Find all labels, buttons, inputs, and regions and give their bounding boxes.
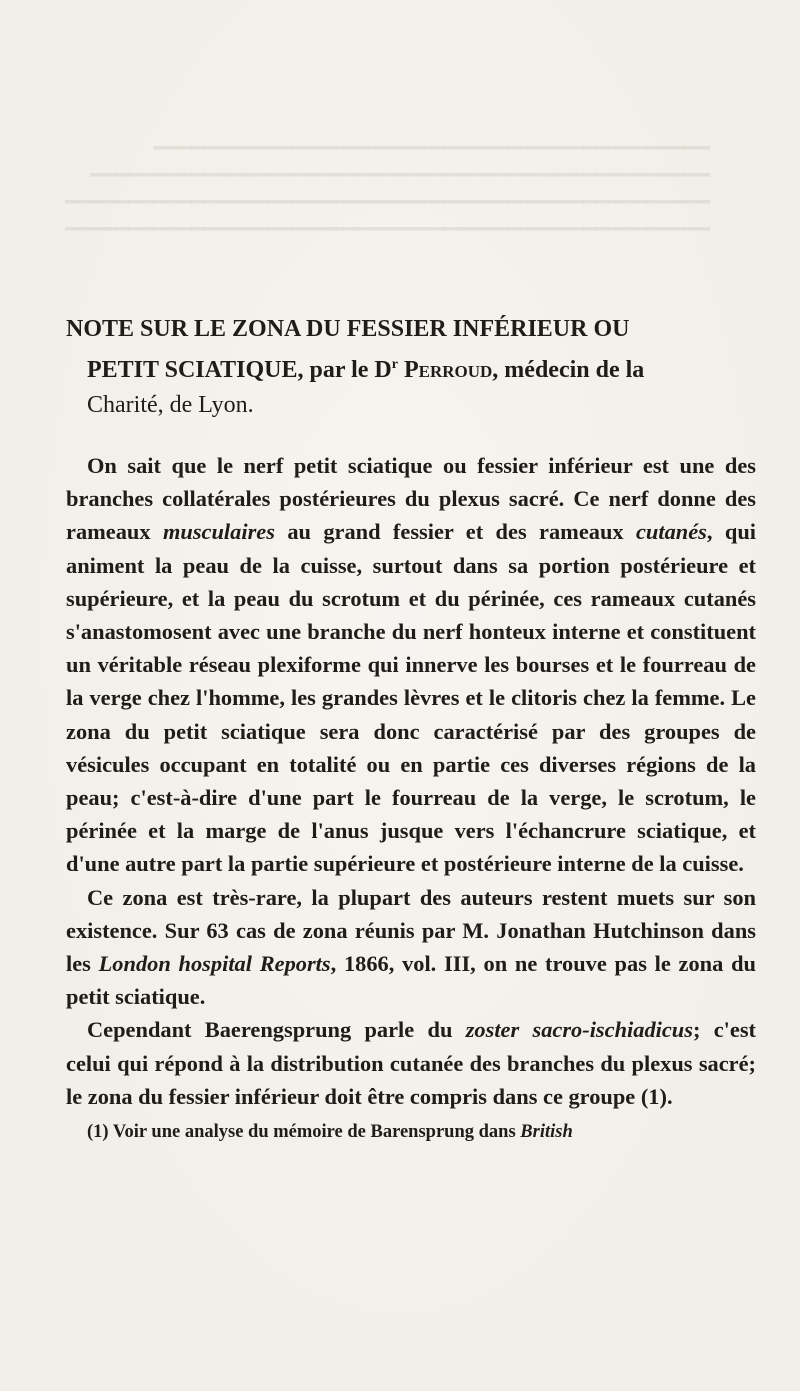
title-line-2-end: , médecin de la: [492, 357, 645, 383]
author-name: Perroud: [403, 357, 493, 383]
article-title: [66, 312, 756, 423]
title-line-2: [66, 347, 756, 388]
paragraph-2-start: Ce zona est très-rare, la plupart des auteurs restent muets sur son existence. Sur 63 cas de zona réunis par M. Jonathan Hutchinson dans les: [66, 884, 756, 977]
paragraph-1-middle: au grand fessier et des rameaux: [287, 519, 624, 545]
paragraph-2-end: , 1866, vol. III, on ne trouve pas le zona du petit sciatique.: [66, 951, 756, 1010]
page-content: [66, 312, 756, 1145]
article-body: [66, 449, 756, 1113]
paragraph-2: [66, 881, 756, 1014]
paragraph-3-end: ; c'est celui qui répond à la distribution cutanée des branches du plexus sacré; le zona du fessier inférieur doit être compris dans ce groupe (1).: [66, 1017, 756, 1109]
footnote: [66, 1119, 756, 1145]
paragraph-3-emphasis: zoster sacro-ischiadicus: [465, 1017, 693, 1043]
paragraph-3: [66, 1013, 756, 1113]
paragraph-1-start: On sait que le nerf petit sciatique ou fessier inférieur est une des branches collatérales postérieures du plexus sacré. Ce nerf donne des rameaux: [66, 453, 756, 545]
paragraph-1-emphasis-cutanes: cutanés: [635, 519, 707, 545]
paragraph-1: [66, 449, 756, 881]
title-line-2-start: PETIT SCIATIQUE, par le D: [87, 357, 392, 383]
paragraph-1-rest: , qui animent la peau de la cuisse, surtout dans sa portion postérieure et supérieure, et la peau du scrotum et du périnée, ces rameaux cutanés s'anastomosent avec une branche du nerf honteux interne et constituent un véritable réseau plexiforme qui innerve les bourses et le fourreau de la verge chez l'homme, les grandes lèvres et le clitoris chez la femme. Le zona du petit sciatique sera donc caractérisé par des groupes de vésicules occupant en totalité ou en partie ces diverses régions de la peau; c'est-à-dire d'une part le fourreau de la verge, le scrotum, le périnée et la marge de l'anus jusque vers l'échancrure sciatique, et d'une autre part la partie supérieure et postérieure interne de la cuisse.: [66, 519, 756, 877]
footnote-text: (1) Voir une analyse du mémoire de Barensprung dans: [87, 1122, 516, 1143]
title-line-3: Charité, de Lyon.: [87, 392, 254, 418]
footnote-emphasis: British: [520, 1122, 573, 1143]
paragraph-3-start: Cependant Baerengsprung parle du: [87, 1017, 453, 1043]
paragraph-1-emphasis-musculaires: musculaires: [162, 519, 275, 545]
title-line-1: NOTE SUR LE ZONA DU FESSIER INFÉRIEUR OU: [66, 316, 630, 342]
paragraph-2-emphasis: London hospital Reports: [98, 951, 331, 977]
bleed-through-texture: ━━━━━━━━━━━━━━━━━━━━━━━━━━━━━━━━━━━━━━━━━━━━ ━━━━━━━━━━━━━━━━━━━━━━━━━━━━━━━━━━━━━━━━━━━━━━━━━ ━━━━━━━━━━━━━━━━━━━━━━━━━━━━━━━━━━━━━━━━━━━━━━━━━━━ ━━━━━━━━━━━━━━━━━━━━━━━━━━━━━━━━━━━━━━━━━━━━━━━━━━━: [65, 136, 710, 241]
title-superscript: r: [391, 357, 398, 372]
